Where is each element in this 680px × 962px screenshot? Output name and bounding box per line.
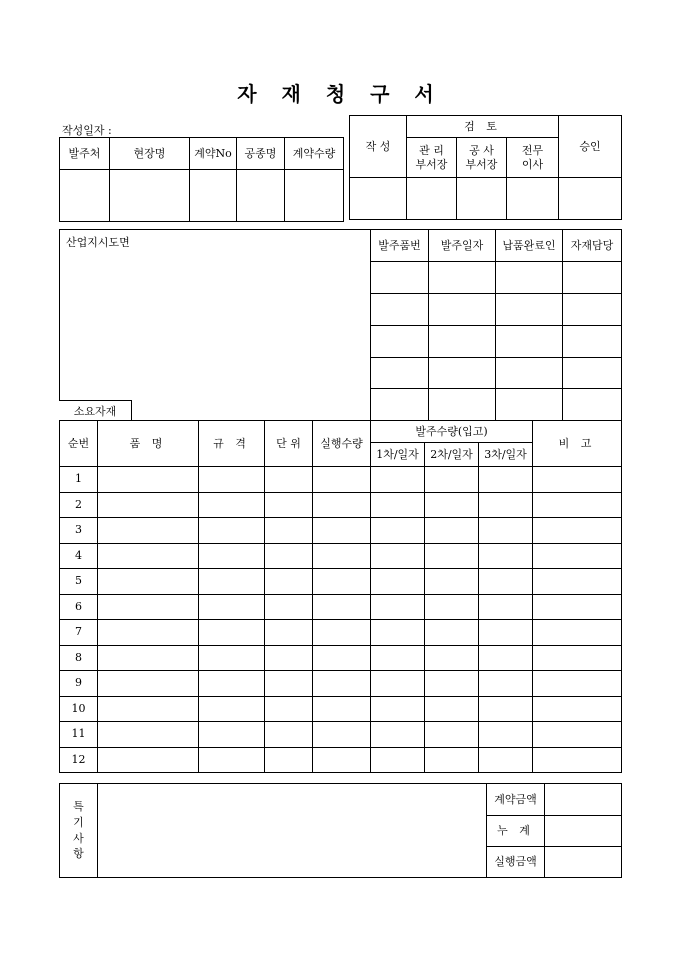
- material-cell[interactable]: [265, 467, 313, 493]
- material-cell[interactable]: [371, 722, 425, 748]
- header-col-client: 발주처: [60, 138, 110, 170]
- table-row: [60, 594, 622, 620]
- table-row: [60, 645, 622, 671]
- table-row: [60, 467, 622, 493]
- order-cell[interactable]: [371, 262, 429, 294]
- order-cell[interactable]: [496, 326, 563, 358]
- approval-author-label: 작 성: [350, 116, 407, 178]
- header-input-site[interactable]: [110, 170, 190, 222]
- order-cell[interactable]: [429, 389, 496, 421]
- material-cell[interactable]: [98, 543, 199, 569]
- material-cell[interactable]: [313, 543, 371, 569]
- material-cell[interactable]: [265, 569, 313, 595]
- table-row: [60, 518, 622, 544]
- header-info-table: [59, 137, 344, 222]
- row-number: 10: [60, 696, 98, 722]
- amount-value-cumulative[interactable]: [545, 816, 622, 847]
- amount-value-execution[interactable]: [545, 847, 622, 878]
- amount-value-contract[interactable]: [545, 784, 622, 816]
- header-col-site: 현장명: [110, 138, 190, 170]
- header-input-work-type[interactable]: [237, 170, 285, 222]
- order-cell[interactable]: [496, 389, 563, 421]
- material-cell[interactable]: [479, 671, 533, 697]
- material-cell[interactable]: [371, 671, 425, 697]
- row-number: 8: [60, 645, 98, 671]
- material-cell[interactable]: [479, 569, 533, 595]
- sign-construction-head[interactable]: [457, 178, 507, 220]
- material-cell[interactable]: [425, 492, 479, 518]
- col-unit: 단 위: [265, 421, 313, 467]
- sign-admin-head[interactable]: [407, 178, 457, 220]
- material-cell[interactable]: [533, 645, 622, 671]
- material-cell[interactable]: [98, 594, 199, 620]
- material-cell[interactable]: [479, 543, 533, 569]
- material-cell[interactable]: [313, 518, 371, 544]
- row-number: 4: [60, 543, 98, 569]
- material-cell[interactable]: [265, 747, 313, 773]
- review-executive-director: 전무 이사: [507, 138, 559, 178]
- table-row: [60, 747, 622, 773]
- order-cell[interactable]: [371, 294, 429, 326]
- material-cell[interactable]: [425, 620, 479, 646]
- material-cell[interactable]: [533, 594, 622, 620]
- material-cell[interactable]: [425, 747, 479, 773]
- materials-table: [59, 420, 622, 773]
- table-row: [60, 569, 622, 595]
- order-cell[interactable]: [563, 389, 622, 421]
- row-number: 3: [60, 518, 98, 544]
- col-exec-qty: 실행수량: [313, 421, 371, 467]
- material-cell[interactable]: [199, 671, 265, 697]
- table-row: [60, 696, 622, 722]
- date-label: 작성일자 :: [62, 124, 112, 137]
- notes-table: [59, 783, 622, 878]
- material-cell[interactable]: [313, 722, 371, 748]
- order-cell[interactable]: [496, 358, 563, 389]
- material-cell[interactable]: [265, 645, 313, 671]
- material-cell[interactable]: [98, 722, 199, 748]
- order-cell[interactable]: [563, 294, 622, 326]
- material-cell[interactable]: [98, 518, 199, 544]
- col-order-2nd: 2차/일자: [425, 443, 479, 467]
- material-cell[interactable]: [533, 696, 622, 722]
- material-cell[interactable]: [265, 594, 313, 620]
- col-order-3rd: 3차/일자: [479, 443, 533, 467]
- row-number: 6: [60, 594, 98, 620]
- material-cell[interactable]: [371, 492, 425, 518]
- material-cell[interactable]: [265, 492, 313, 518]
- material-cell[interactable]: [98, 747, 199, 773]
- material-cell[interactable]: [425, 671, 479, 697]
- table-row: [60, 543, 622, 569]
- material-cell[interactable]: [479, 696, 533, 722]
- material-cell[interactable]: [533, 492, 622, 518]
- order-cell[interactable]: [563, 262, 622, 294]
- table-row: [60, 492, 622, 518]
- material-cell[interactable]: [98, 569, 199, 595]
- material-cell[interactable]: [533, 543, 622, 569]
- col-spec: 규 격: [199, 421, 265, 467]
- approval-table: [349, 115, 622, 220]
- material-cell[interactable]: [313, 696, 371, 722]
- material-cell[interactable]: [265, 696, 313, 722]
- amount-label-cumulative: 누 계: [487, 816, 545, 847]
- header-col-work-type: 공종명: [237, 138, 285, 170]
- material-cell[interactable]: [98, 696, 199, 722]
- material-cell[interactable]: [98, 620, 199, 646]
- order-cell[interactable]: [429, 294, 496, 326]
- sign-author[interactable]: [350, 178, 407, 220]
- row-number: 7: [60, 620, 98, 646]
- material-cell[interactable]: [313, 747, 371, 773]
- material-cell[interactable]: [479, 467, 533, 493]
- material-cell[interactable]: [479, 747, 533, 773]
- material-cell[interactable]: [533, 747, 622, 773]
- order-cell[interactable]: [371, 326, 429, 358]
- order-cell[interactable]: [496, 294, 563, 326]
- material-cell[interactable]: [199, 518, 265, 544]
- material-cell[interactable]: [425, 518, 479, 544]
- order-cell[interactable]: [429, 262, 496, 294]
- material-cell[interactable]: [199, 722, 265, 748]
- notes-content[interactable]: [98, 784, 487, 878]
- material-cell[interactable]: [98, 492, 199, 518]
- col-no: 순번: [60, 421, 98, 467]
- material-cell[interactable]: [425, 569, 479, 595]
- order-cell[interactable]: [371, 389, 429, 421]
- col-remark: 비 고: [533, 421, 622, 467]
- material-cell[interactable]: [533, 518, 622, 544]
- material-cell[interactable]: [199, 696, 265, 722]
- col-order-1st: 1차/일자: [371, 443, 425, 467]
- amount-label-contract: 계약금액: [487, 784, 545, 816]
- material-cell[interactable]: [533, 671, 622, 697]
- table-row: [60, 722, 622, 748]
- material-cell[interactable]: [371, 620, 425, 646]
- row-number: 9: [60, 671, 98, 697]
- material-cell[interactable]: [425, 696, 479, 722]
- material-cell[interactable]: [371, 696, 425, 722]
- materials-section-tab: 소요자재: [59, 400, 132, 421]
- header-input-contract-qty[interactable]: [285, 170, 344, 222]
- page-title: 자 재 청 구 서: [237, 82, 443, 106]
- amount-label-execution: 실행금액: [487, 847, 545, 878]
- sign-approve[interactable]: [559, 178, 622, 220]
- material-cell[interactable]: [425, 467, 479, 493]
- material-cell[interactable]: [533, 467, 622, 493]
- order-cell[interactable]: [496, 262, 563, 294]
- header-input-client[interactable]: [60, 170, 110, 222]
- material-cell[interactable]: [265, 543, 313, 569]
- material-cell[interactable]: [98, 645, 199, 671]
- row-number: 5: [60, 569, 98, 595]
- material-cell[interactable]: [425, 594, 479, 620]
- review-admin-head: 관 리 부서장: [407, 138, 457, 178]
- material-cell[interactable]: [199, 543, 265, 569]
- table-row: [60, 620, 622, 646]
- material-cell[interactable]: [313, 645, 371, 671]
- order-cell[interactable]: [371, 358, 429, 389]
- header-input-contract-no[interactable]: [190, 170, 237, 222]
- drawing-area[interactable]: [60, 230, 371, 421]
- material-cell[interactable]: [371, 645, 425, 671]
- material-cell[interactable]: [199, 594, 265, 620]
- material-cell[interactable]: [313, 467, 371, 493]
- material-cell[interactable]: [98, 671, 199, 697]
- notes-label: 특 기 사 항: [60, 784, 98, 878]
- material-cell[interactable]: [425, 722, 479, 748]
- row-number: 12: [60, 747, 98, 773]
- material-cell[interactable]: [199, 492, 265, 518]
- order-col-date: 발주일자: [429, 230, 496, 262]
- material-cell[interactable]: [533, 569, 622, 595]
- row-number: 2: [60, 492, 98, 518]
- material-cell[interactable]: [265, 671, 313, 697]
- material-cell[interactable]: [371, 518, 425, 544]
- material-cell[interactable]: [313, 671, 371, 697]
- material-cell[interactable]: [425, 645, 479, 671]
- material-cell[interactable]: [371, 594, 425, 620]
- order-cell[interactable]: [429, 326, 496, 358]
- approval-approve-label: 승인: [559, 116, 622, 178]
- material-cell[interactable]: [533, 620, 622, 646]
- order-cell[interactable]: [429, 358, 496, 389]
- order-cell[interactable]: [563, 326, 622, 358]
- material-cell[interactable]: [199, 645, 265, 671]
- header-col-contract-no: 계약No: [190, 138, 237, 170]
- sign-executive-director[interactable]: [507, 178, 559, 220]
- material-cell[interactable]: [313, 620, 371, 646]
- row-number: 11: [60, 722, 98, 748]
- material-cell[interactable]: [479, 645, 533, 671]
- material-cell[interactable]: [479, 594, 533, 620]
- material-cell[interactable]: [371, 543, 425, 569]
- material-cell[interactable]: [313, 594, 371, 620]
- col-item: 품 명: [98, 421, 199, 467]
- review-construction-head: 공 사 부서장: [457, 138, 507, 178]
- material-cell[interactable]: [199, 747, 265, 773]
- material-cell[interactable]: [265, 518, 313, 544]
- material-cell[interactable]: [479, 620, 533, 646]
- order-col-manager: 자재담당: [563, 230, 622, 262]
- material-cell[interactable]: [533, 722, 622, 748]
- order-col-part-no: 발주품번: [371, 230, 429, 262]
- material-cell[interactable]: [479, 492, 533, 518]
- row-number: 1: [60, 467, 98, 493]
- material-cell[interactable]: [371, 747, 425, 773]
- header-col-contract-qty: 계약수량: [285, 138, 344, 170]
- material-cell[interactable]: [199, 620, 265, 646]
- material-cell[interactable]: [265, 722, 313, 748]
- material-cell[interactable]: [371, 467, 425, 493]
- material-cell[interactable]: [371, 569, 425, 595]
- material-cell[interactable]: [313, 569, 371, 595]
- material-cell[interactable]: [313, 492, 371, 518]
- col-order-qty: 발주수량(입고): [371, 421, 533, 443]
- material-cell[interactable]: [425, 543, 479, 569]
- material-cell[interactable]: [479, 518, 533, 544]
- material-cell[interactable]: [479, 722, 533, 748]
- material-cell[interactable]: [265, 620, 313, 646]
- material-cell[interactable]: [199, 569, 265, 595]
- material-cell[interactable]: [199, 467, 265, 493]
- drawing-label: 산업지시도면: [66, 236, 130, 249]
- order-col-delivered: 납품완료인: [496, 230, 563, 262]
- table-row: [60, 671, 622, 697]
- order-cell[interactable]: [563, 358, 622, 389]
- drawing-order-table: [59, 229, 622, 421]
- material-cell[interactable]: [98, 467, 199, 493]
- approval-review-label: 검 토: [407, 116, 559, 138]
